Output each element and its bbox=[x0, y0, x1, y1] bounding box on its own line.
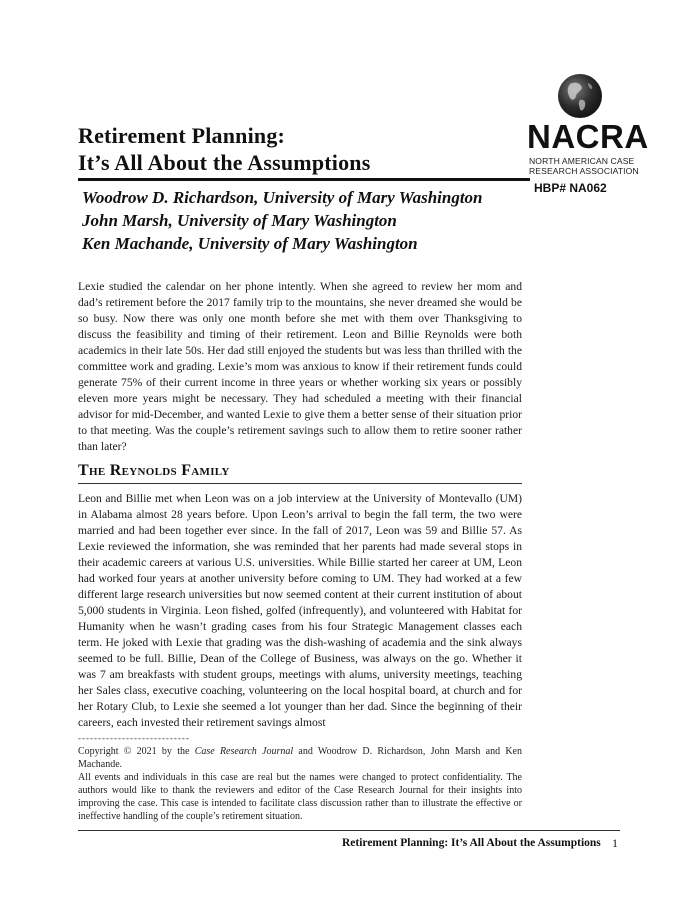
author-list bbox=[82, 186, 483, 255]
document-title bbox=[78, 122, 370, 176]
intro-paragraph: Lexie studied the calendar on her phone intently. When she agreed to review her mom and dad’s retirement before the 2017 family trip to the mountains, she never dreamed she would be so busy. Now there was only one month before she met with them over Thanksgiving to discuss the feasibility and timing of their retirement. Leon and Billie Reynolds were both academics in their late 50s. Her dad still enjoyed the students but was less than thrilled with the committee work and grading. Lexie’s mom was anxious to know if their retirement funds could generate 75% of their current income in three years or whether working six years or possibly eleven more years might be necessary. They had scheduled a meeting with their financial advisor for mid-December, and wanted Lexie to give them a better sense of their situation prior to that meeting. Was the couple’s retirement savings such to allow them to retire sooner rather than later? bbox=[78, 280, 522, 453]
logo-subtitle-2: RESEARCH ASSOCIATION bbox=[529, 166, 639, 176]
page-number: 1 bbox=[612, 836, 618, 850]
section-rule bbox=[78, 483, 522, 484]
author: Woodrow D. Richardson, University of Mary Washington bbox=[82, 188, 483, 207]
author: John Marsh, University of Mary Washington bbox=[82, 211, 397, 230]
logo-wordmark: NACRA bbox=[527, 118, 649, 155]
case-id: HBP# NA062 bbox=[534, 181, 607, 195]
running-title: Retirement Planning: It’s All About the Assumptions bbox=[342, 837, 601, 849]
journal-name: Case Research Journal bbox=[194, 746, 294, 757]
section-heading: The Reynolds Family bbox=[78, 462, 230, 479]
copyright-note bbox=[78, 745, 522, 771]
title-rule bbox=[78, 178, 530, 181]
author: Ken Machande, University of Mary Washington bbox=[82, 234, 418, 253]
nacra-logo bbox=[527, 70, 649, 190]
title-line-1: Retirement Planning: bbox=[78, 123, 286, 148]
logo-subtitle-1: NORTH AMERICAN CASE bbox=[529, 156, 635, 166]
section-paragraph: Leon and Billie met when Leon was on a job interview at the University of Montevallo (UM) in Alabama almost 28 years before. Upon Leon’s arrival to begin the fall term, the two were married and had been together ever since. In the fall of 2017, Leon was 59 and Billie 57. As Lexie reviewed the information, she was reminded that her parents had made several stops in their academic careers at various U.S. universities. While Billie started her career at UM, Leon had worked four years at another university before coming to UM. They had worked at a few different large research universities but now seemed content at their current institution of about 5,000 students in Virginia. Leon fished, golfed (infrequently), and volunteered with Habitat for Humanity when he wasn’t grading cases from his four Strategic Management classes each term. He joked with Lexie that grading was the dish-washing of academia and the sink always seemed to be full. Billie, Dean of the College of Business, was always on the go. Whether it was 7 am breakfasts with student groups, meetings with alums, university meetings, teaching her Sales class, executive coaching, volunteering on the local hospital board, at church and for her Rotary Club, to Lexie she seemed a lot younger than her dad. Since the beginning of their careers, each invested their retirement savings almost bbox=[78, 492, 522, 729]
globe-icon bbox=[558, 74, 602, 118]
footer-rule bbox=[78, 830, 620, 831]
copyright-suffix: and Woodrow D. Richardson, John Marsh and Ken Machande. bbox=[78, 746, 522, 770]
copyright-prefix: Copyright © 2021 by the bbox=[78, 746, 195, 757]
title-line-2: It’s All About the Assumptions bbox=[78, 150, 371, 175]
confidentiality-note: All events and individuals in this case are real but the names were changed to protect confidentiality. The authors would like to thank the reviewers and editor of the Case Research Journal for their insights into improving the case. This case is intended to facilitate class discussion rather than to illustrate the effective or ineffective handling of the couple’s retirement situation. bbox=[78, 772, 522, 822]
footnote-separator: ---------------------------- bbox=[78, 733, 190, 743]
